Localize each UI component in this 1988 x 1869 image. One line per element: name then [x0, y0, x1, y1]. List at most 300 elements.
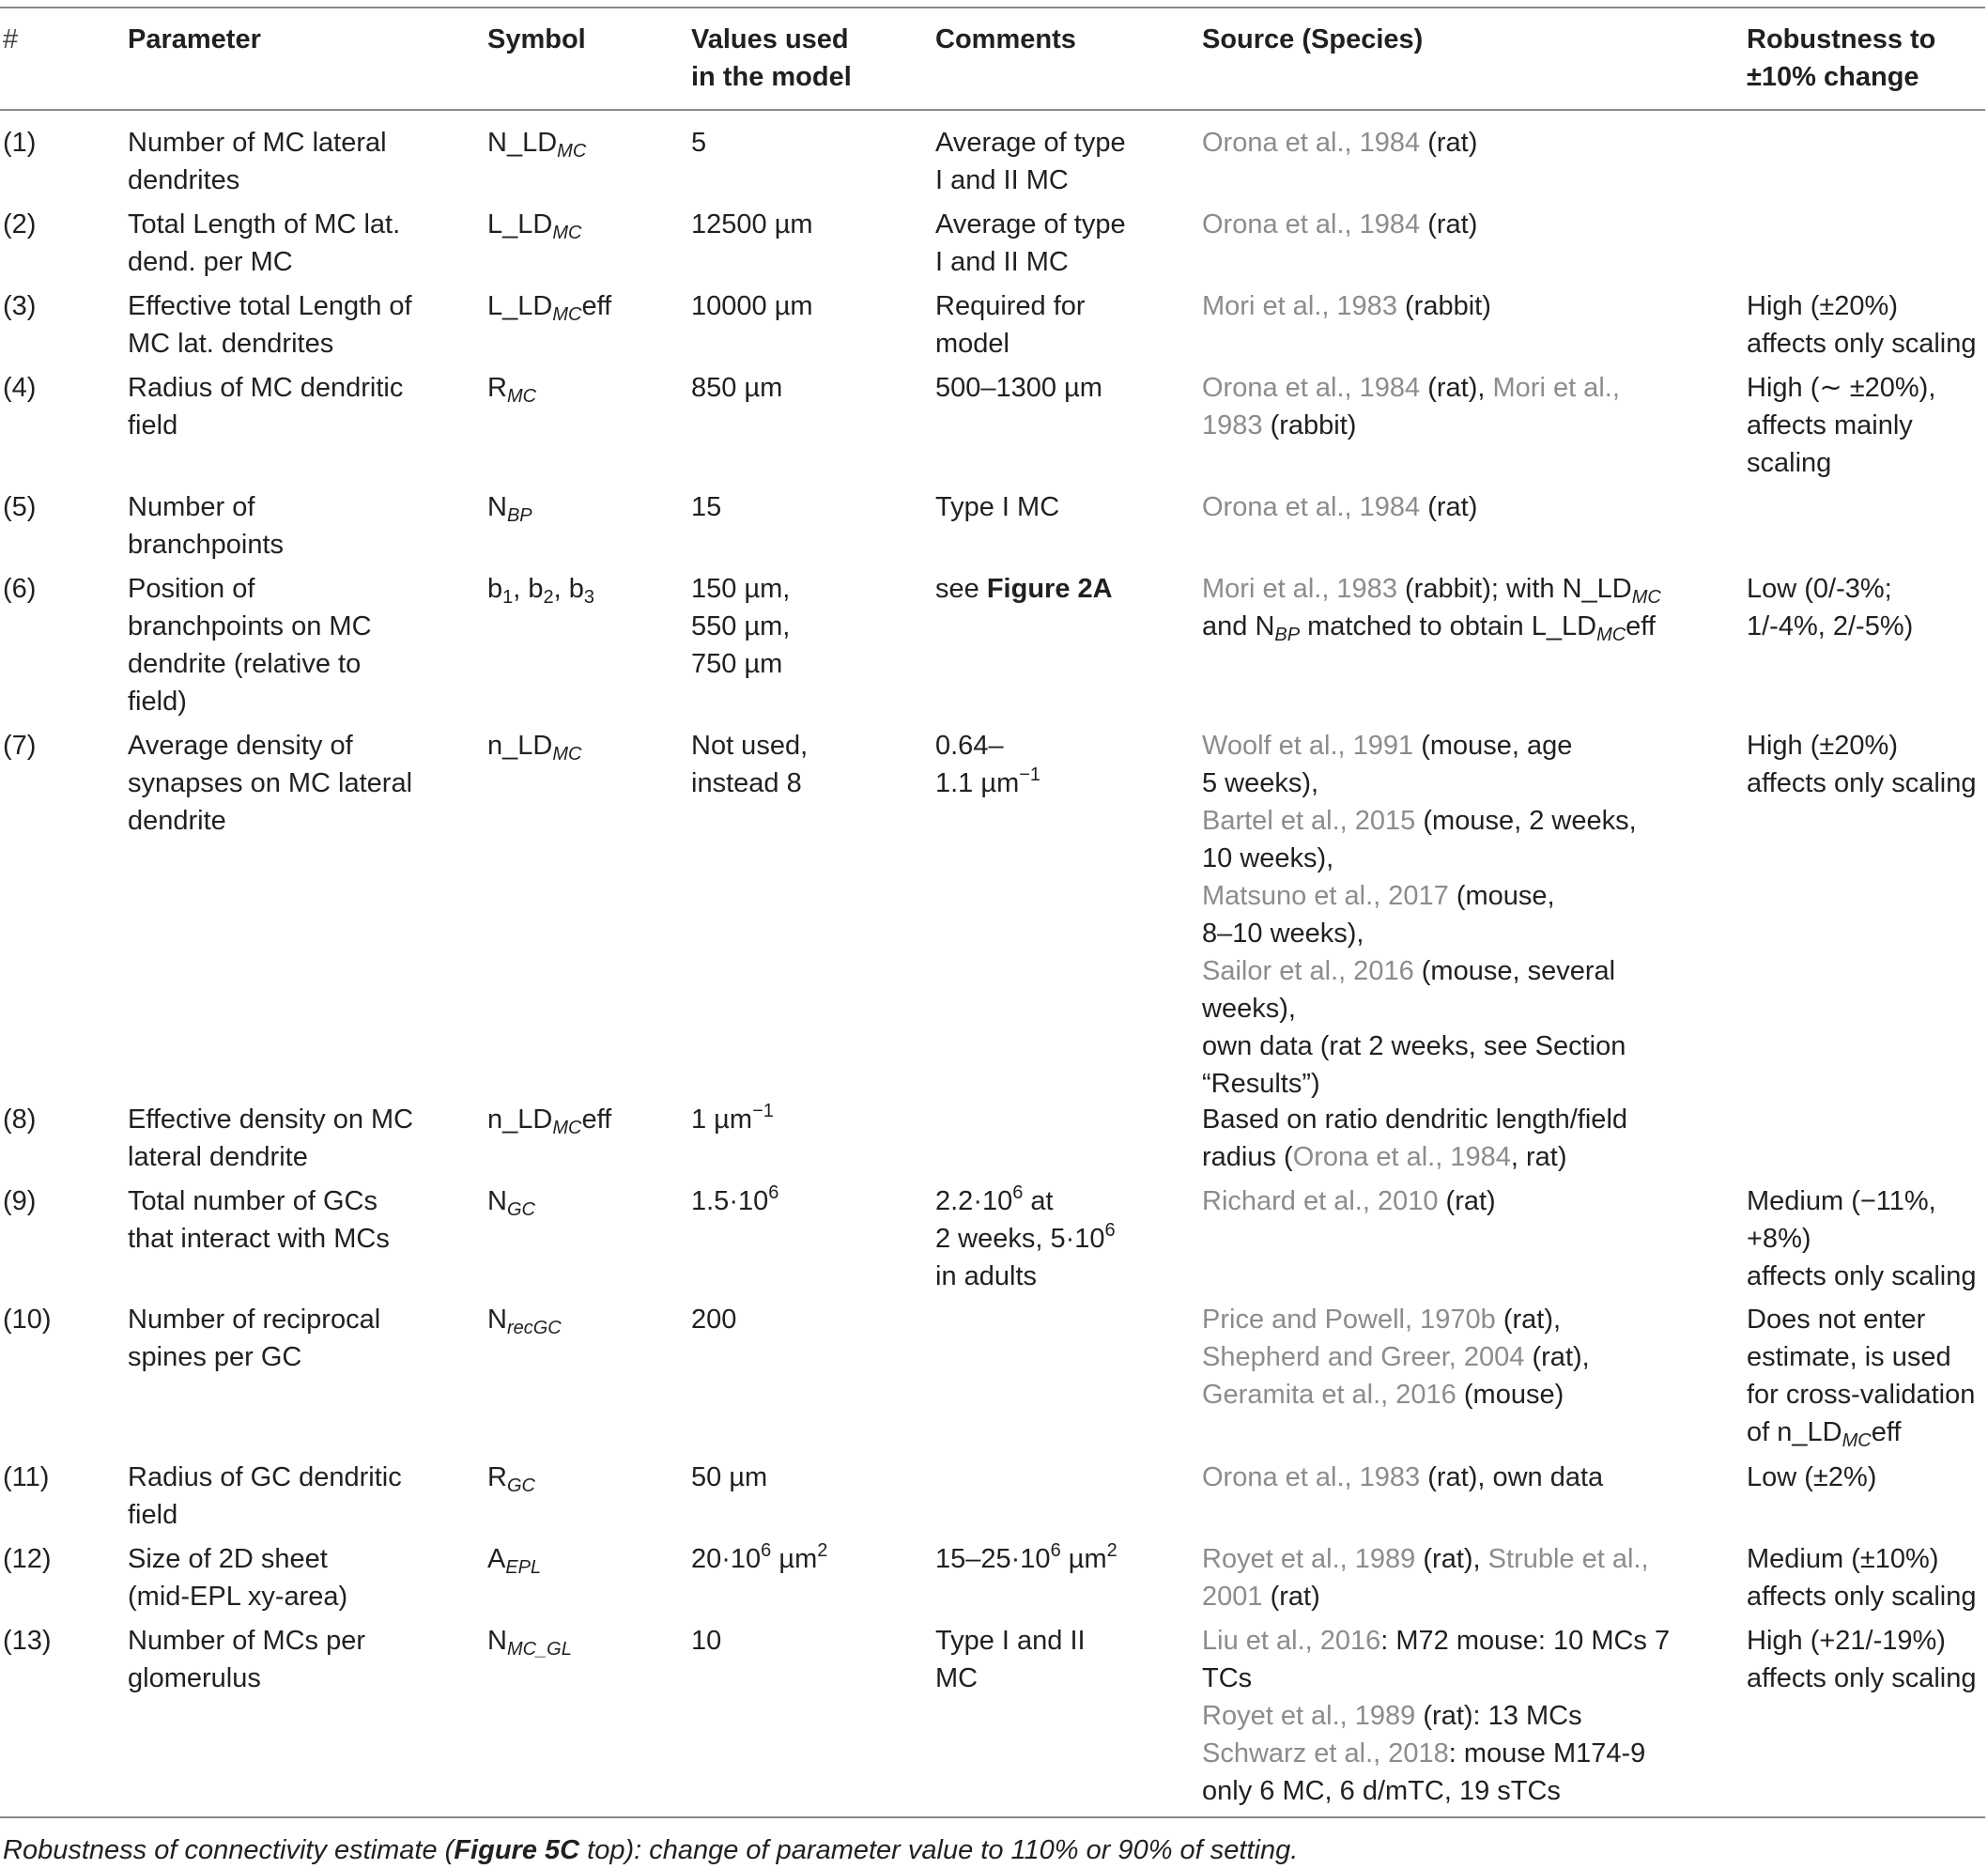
cell-line — [487, 206, 581, 243]
cell-line — [128, 325, 412, 363]
cell-line — [128, 1496, 402, 1534]
citation-link[interactable]: Liu et al., 2016 — [1202, 1626, 1381, 1656]
text-run: Radius of GC dendritic — [128, 1462, 402, 1492]
cell-line — [1747, 287, 1977, 325]
cell-num — [3, 1182, 36, 1220]
cell-line — [128, 287, 412, 325]
column-header-line: Comments — [935, 24, 1076, 54]
cell-param — [128, 287, 412, 363]
text-run: : M72 mouse: 10 MCs 7 — [1380, 1626, 1671, 1656]
cell-line — [1747, 325, 1977, 363]
cell-line — [691, 369, 782, 407]
column-header-line: # — [3, 24, 19, 54]
text-run: see — [935, 574, 987, 604]
cell-line — [128, 488, 284, 526]
text-run: (rat): 13 MCs — [1415, 1701, 1582, 1731]
cell-param — [128, 1540, 347, 1615]
text-run: (6) — [3, 574, 37, 604]
text-run: (rat), — [1415, 1544, 1488, 1574]
cell-line — [487, 488, 532, 526]
citation-link[interactable]: Woolf et al., 1991 — [1202, 731, 1414, 761]
cell-symbol — [487, 570, 594, 608]
text-run: A — [487, 1544, 506, 1574]
cell-line — [128, 1101, 413, 1138]
cell-num — [3, 570, 36, 608]
text-run: 1 µm — [691, 1104, 753, 1135]
subscript: BP — [1274, 625, 1301, 645]
cell-line — [691, 488, 721, 526]
superscript: 6 — [1012, 1182, 1024, 1203]
subscript: MC — [1596, 625, 1626, 645]
column-header-line: ±10% change — [1747, 62, 1919, 92]
cell-num — [3, 124, 36, 162]
cell-line — [3, 1459, 49, 1496]
cell-comments — [935, 488, 1059, 526]
cell-comments — [935, 1622, 1086, 1697]
cell-line — [1202, 1301, 1590, 1338]
text-run: N — [487, 1186, 507, 1216]
cell-line — [1747, 727, 1977, 765]
cell-line — [1747, 1540, 1977, 1578]
cell-param — [128, 124, 387, 199]
cell-line — [128, 570, 372, 608]
cell-symbol — [487, 124, 586, 162]
column-header-line: Source (Species) — [1202, 24, 1424, 54]
cell-line — [1202, 1735, 1670, 1772]
cell-source — [1202, 727, 1637, 1103]
cell-line — [1747, 765, 1977, 802]
text-run: Effective density on MC — [128, 1104, 414, 1135]
citation-link[interactable]: Royet et al., 1989 — [1202, 1701, 1416, 1731]
text-run: (11) — [3, 1462, 50, 1492]
citation-link[interactable]: Sailor et al., 2016 — [1202, 956, 1414, 986]
cell-line — [1202, 124, 1477, 162]
subscript: recGC — [506, 1318, 562, 1338]
cell-line — [3, 1622, 52, 1660]
table-bottom-rule — [0, 1816, 1985, 1818]
subscript: BP — [506, 505, 532, 526]
cell-line — [128, 1459, 402, 1496]
column-header-line: Parameter — [128, 24, 261, 54]
superscript: 6 — [761, 1540, 772, 1561]
text-run: that interact with MCs — [128, 1224, 390, 1254]
text-run: Average density of — [128, 731, 353, 761]
cell-symbol — [487, 369, 536, 407]
cell-robust — [1747, 570, 1913, 645]
citation-link[interactable]: Mori et al., — [1492, 373, 1620, 403]
text-run: Type I and II — [935, 1626, 1086, 1656]
text-run: 20·10 — [691, 1544, 762, 1574]
cell-line — [1747, 1338, 1975, 1376]
text-run: dendrite — [128, 806, 226, 836]
text-run: N — [487, 492, 507, 522]
cell-line — [1747, 444, 1935, 482]
cell-line — [128, 802, 412, 840]
text-run: (2) — [3, 209, 37, 239]
text-run: Medium (±10%) — [1747, 1544, 1939, 1574]
text-run: Robustness of connectivity estimate ( — [3, 1835, 455, 1865]
cell-line — [1202, 1101, 1627, 1138]
cell-source — [1202, 1459, 1603, 1496]
cell-values — [691, 206, 813, 243]
cell-line — [1202, 1578, 1649, 1615]
text-run: 750 µm — [691, 649, 783, 679]
cell-line — [1747, 1182, 1977, 1220]
text-run: for cross-validation — [1747, 1380, 1976, 1410]
subscript: MC — [552, 304, 582, 325]
subscript: MC — [552, 1118, 582, 1138]
text-run: 10 — [691, 1626, 722, 1656]
cell-num — [3, 369, 36, 407]
cell-line — [1747, 1622, 1977, 1660]
text-run: (rat) — [1438, 1186, 1496, 1216]
cell-line — [1202, 765, 1637, 802]
cell-line — [128, 1622, 365, 1660]
cell-values — [691, 727, 808, 802]
text-run: , b — [553, 574, 584, 604]
subscript: MC_GL — [506, 1639, 572, 1660]
subscript: 2 — [543, 587, 554, 608]
cell-line — [128, 243, 400, 281]
cell-line — [1747, 608, 1913, 645]
cell-line — [487, 1540, 541, 1578]
text-run: 1.5·10 — [691, 1186, 769, 1216]
cell-line — [487, 287, 611, 325]
cell-line — [128, 1220, 390, 1258]
cell-symbol — [487, 1182, 535, 1220]
cell-line — [487, 1182, 535, 1220]
text-run: High (±20%) — [1747, 291, 1898, 321]
cell-line — [1202, 1338, 1590, 1376]
cell-values — [691, 287, 813, 325]
cell-param — [128, 1459, 402, 1534]
text-run: instead 8 — [691, 768, 802, 798]
cell-line — [128, 407, 403, 444]
cell-values — [691, 488, 721, 526]
text-run: (rat), own data — [1420, 1462, 1604, 1492]
cell-line — [1202, 488, 1477, 526]
cell-line — [3, 488, 36, 526]
cell-comments — [935, 206, 1126, 281]
cell-line — [128, 683, 372, 720]
text-run: 550 µm, — [691, 611, 791, 641]
text-run: affects only scaling — [1747, 1261, 1977, 1291]
citation-link[interactable]: Orona et al., 1984 — [1202, 492, 1421, 522]
text-run: µm — [1060, 1544, 1107, 1574]
cell-line — [935, 206, 1126, 243]
citation-link[interactable]: Richard et al., 2010 — [1202, 1186, 1439, 1216]
cell-line — [691, 206, 813, 243]
cell-comments — [935, 124, 1126, 199]
cell-line — [691, 1101, 774, 1138]
text-run: synapses on MC lateral — [128, 768, 413, 798]
citation-link[interactable]: Price and Powell, 1970b — [1202, 1305, 1496, 1335]
text-run: Medium (−11%, — [1747, 1186, 1936, 1216]
text-run: Average of type — [935, 128, 1126, 158]
cell-num — [3, 287, 36, 325]
column-header-line: Values used — [691, 24, 849, 54]
cell-line — [128, 1182, 390, 1220]
text-run: (7) — [3, 731, 37, 761]
superscript: 6 — [768, 1182, 779, 1203]
text-run: MC — [935, 1663, 979, 1693]
text-run: top): change of parameter value to 110% or 90% of setting. — [579, 1835, 1299, 1865]
subscript: MC — [557, 141, 587, 162]
column-header-line: Robustness to — [1747, 24, 1936, 54]
cell-source — [1202, 206, 1477, 243]
text-run: n_LD — [487, 731, 553, 761]
cell-line — [1202, 915, 1637, 952]
text-run: (mouse, 2 weeks, — [1415, 806, 1637, 836]
text-run: µm — [771, 1544, 818, 1574]
text-run: (13) — [3, 1626, 52, 1656]
text-run: eff — [581, 1104, 612, 1135]
cell-line — [935, 1182, 1116, 1220]
cell-robust — [1747, 1301, 1975, 1451]
text-run: “Results”) — [1202, 1069, 1320, 1099]
text-run: R — [487, 373, 507, 403]
text-run: (mouse, several — [1413, 956, 1616, 986]
cell-line — [1202, 206, 1477, 243]
cell-robust — [1747, 287, 1977, 363]
cell-line — [128, 1138, 413, 1176]
cell-source — [1202, 1540, 1649, 1615]
citation-link[interactable]: Mori et al., 1983 — [1202, 291, 1397, 321]
text-run: (rat) — [1262, 1582, 1320, 1612]
text-run: Based on ratio dendritic length/field — [1202, 1104, 1628, 1135]
cell-line — [1202, 1697, 1670, 1735]
text-run: b — [487, 574, 503, 604]
text-run: 50 µm — [691, 1462, 768, 1492]
text-run: n_LD — [487, 1104, 553, 1135]
citation-link[interactable]: 1983 — [1202, 410, 1263, 440]
text-run: Does not enter — [1747, 1305, 1926, 1335]
text-run: model — [935, 329, 1009, 359]
cell-comments — [935, 1182, 1116, 1295]
citation-link[interactable]: Orona et al., 1984 — [1292, 1142, 1511, 1172]
text-run: (rat) — [1420, 492, 1478, 522]
text-run: branchpoints — [128, 530, 285, 560]
cell-line — [128, 526, 284, 564]
subscript: 3 — [583, 587, 595, 608]
cell-line — [487, 1101, 611, 1138]
cell-line — [487, 570, 594, 608]
cell-line — [128, 645, 372, 683]
cell-param — [128, 727, 412, 840]
cell-line — [1202, 1622, 1670, 1660]
cell-robust — [1747, 369, 1935, 482]
cell-num — [3, 1622, 52, 1660]
text-run: field — [128, 1500, 178, 1530]
cell-source — [1202, 287, 1491, 325]
text-run: Required for — [935, 291, 1086, 321]
text-run: (rabbit) — [1262, 410, 1357, 440]
text-run: 150 µm, — [691, 574, 791, 604]
text-run: Number of MC lateral — [128, 128, 387, 158]
cell-symbol — [487, 1459, 535, 1496]
text-run: Number of MCs per — [128, 1626, 366, 1656]
text-run: (12) — [3, 1544, 52, 1574]
text-run: , rat) — [1510, 1142, 1567, 1172]
cell-line — [1747, 570, 1913, 608]
citation-link[interactable]: Bartel et al., 2015 — [1202, 806, 1416, 836]
cell-symbol — [487, 727, 581, 765]
text-run: (10) — [3, 1305, 52, 1335]
text-run: affects only scaling — [1747, 768, 1977, 798]
cell-line — [1202, 287, 1491, 325]
cell-robust — [1747, 1622, 1977, 1697]
cell-robust — [1747, 1540, 1977, 1615]
text-run: (rabbit) — [1396, 291, 1491, 321]
cell-line — [1202, 1065, 1637, 1103]
cell-line — [1747, 1413, 1975, 1451]
text-run: (rat), — [1420, 373, 1493, 403]
text-run: (5) — [3, 492, 37, 522]
cell-symbol — [487, 206, 581, 243]
text-run: TCs — [1202, 1663, 1253, 1693]
cell-num — [3, 1540, 52, 1578]
text-run: radius ( — [1202, 1142, 1293, 1172]
citation-link[interactable]: Matsuno et al., 2017 — [1202, 881, 1449, 911]
text-run: High (+21/-19%) — [1747, 1626, 1946, 1656]
text-run: 12500 µm — [691, 209, 813, 239]
text-run: (8) — [3, 1104, 37, 1135]
citation-link[interactable]: Orona et al., 1984 — [1202, 373, 1421, 403]
cell-line — [1202, 1138, 1627, 1176]
cell-comments — [935, 287, 1086, 363]
text-run: 10000 µm — [691, 291, 813, 321]
text-run: affects only scaling — [1747, 1582, 1977, 1612]
citation-link[interactable]: Orona et al., 1984 — [1202, 209, 1421, 239]
cell-symbol — [487, 287, 611, 325]
cell-line — [935, 1622, 1086, 1660]
text-run: 5 weeks), — [1202, 768, 1319, 798]
text-run: branchpoints on MC — [128, 611, 372, 641]
cell-line — [3, 124, 36, 162]
citation-link[interactable]: Mori et al., 1983 — [1202, 574, 1397, 604]
text-run: (mouse) — [1456, 1380, 1564, 1410]
text-run: L_LD — [487, 291, 553, 321]
cell-line — [935, 1258, 1116, 1295]
citation-link[interactable]: Geramita et al., 2016 — [1202, 1380, 1456, 1410]
citation-link[interactable]: Shepherd and Greer, 2004 — [1202, 1342, 1525, 1372]
cell-line — [128, 124, 387, 162]
cell-line — [691, 1540, 827, 1578]
cell-line — [935, 162, 1126, 199]
text-run: +8%) — [1747, 1224, 1811, 1254]
text-run: at — [1023, 1186, 1054, 1216]
text-run: eff — [581, 291, 612, 321]
text-run: (rat), — [1524, 1342, 1590, 1372]
citation-link[interactable]: Schwarz et al., 2018 — [1202, 1738, 1449, 1769]
subscript: MC — [552, 744, 582, 765]
text-run: affects only scaling — [1747, 1663, 1977, 1693]
text-run: 15 — [691, 492, 722, 522]
citation-link[interactable]: Orona et al., 1984 — [1202, 128, 1421, 158]
cell-values — [691, 570, 790, 683]
cell-line — [1202, 1182, 1496, 1220]
text-run: 8–10 weeks), — [1202, 919, 1364, 949]
cell-comments — [935, 570, 1113, 608]
cell-line — [691, 1622, 721, 1660]
cell-line — [1202, 1660, 1670, 1697]
cell-line — [1202, 1027, 1637, 1065]
text-run: 0.64– — [935, 731, 1004, 761]
text-run: of n_LD — [1747, 1417, 1842, 1447]
cell-line — [691, 645, 790, 683]
cell-line — [691, 1459, 767, 1496]
cell-line — [487, 1301, 562, 1338]
cell-source — [1202, 369, 1620, 444]
text-run: Not used, — [691, 731, 809, 761]
text-run: (mouse, age — [1413, 731, 1573, 761]
text-run: (rat), — [1495, 1305, 1562, 1335]
citation-link[interactable]: Struble et al., — [1487, 1544, 1649, 1574]
cell-source — [1202, 488, 1477, 526]
superscript: 6 — [1104, 1220, 1116, 1241]
cell-line — [935, 1220, 1116, 1258]
text-run: estimate, is used — [1747, 1342, 1951, 1372]
text-run: High (±20%) — [1747, 731, 1898, 761]
text-run: Total Length of MC lat. — [128, 209, 401, 239]
cell-line — [1202, 369, 1620, 407]
cell-line — [1202, 407, 1620, 444]
cell-values — [691, 1540, 827, 1578]
text-run: (rat) — [1420, 128, 1478, 158]
cell-comments — [935, 1540, 1117, 1578]
cell-line — [128, 1301, 380, 1338]
text-run: 1/-4%, 2/-5%) — [1747, 611, 1914, 641]
text-run: Effective total Length of — [128, 291, 412, 321]
text-run: 15–25·10 — [935, 1544, 1051, 1574]
cell-line — [3, 206, 36, 243]
cell-values — [691, 1182, 778, 1220]
text-run: 10 weeks), — [1202, 843, 1334, 873]
cell-values — [691, 1301, 736, 1338]
superscript: 2 — [1106, 1540, 1117, 1561]
cell-num — [3, 488, 36, 526]
cell-line — [128, 1540, 347, 1578]
cell-param — [128, 1622, 365, 1697]
text-run: 2.2·10 — [935, 1186, 1013, 1216]
citation-link[interactable]: 2001 — [1202, 1582, 1263, 1612]
cell-comments — [935, 727, 1040, 802]
citation-link[interactable]: Royet et al., 1989 — [1202, 1544, 1416, 1574]
text-run: dend. per MC — [128, 247, 293, 277]
cell-line — [487, 727, 581, 765]
cell-source — [1202, 1622, 1670, 1810]
text-run: (mid-EPL xy-area) — [128, 1582, 348, 1612]
text-run: dendrites — [128, 165, 240, 195]
cell-line — [1202, 570, 1661, 608]
cell-line — [1747, 1376, 1975, 1413]
cell-line — [1202, 1772, 1670, 1810]
cell-line — [3, 570, 36, 608]
figure-ref[interactable]: Figure 2A — [986, 574, 1113, 604]
text-run: matched to obtain L_LD — [1300, 611, 1597, 641]
cell-line — [1747, 1258, 1977, 1295]
cell-symbol — [487, 1101, 611, 1138]
column-header-line: Symbol — [487, 24, 586, 54]
subscript: GC — [506, 1199, 535, 1220]
cell-line — [1202, 727, 1637, 765]
text-run: (9) — [3, 1186, 37, 1216]
text-run: I and II MC — [935, 165, 1069, 195]
citation-link[interactable]: Orona et al., 1983 — [1202, 1462, 1421, 1492]
text-run: 5 — [691, 128, 707, 158]
cell-line — [3, 1540, 52, 1578]
figure-ref[interactable]: Figure 5C — [454, 1835, 580, 1865]
